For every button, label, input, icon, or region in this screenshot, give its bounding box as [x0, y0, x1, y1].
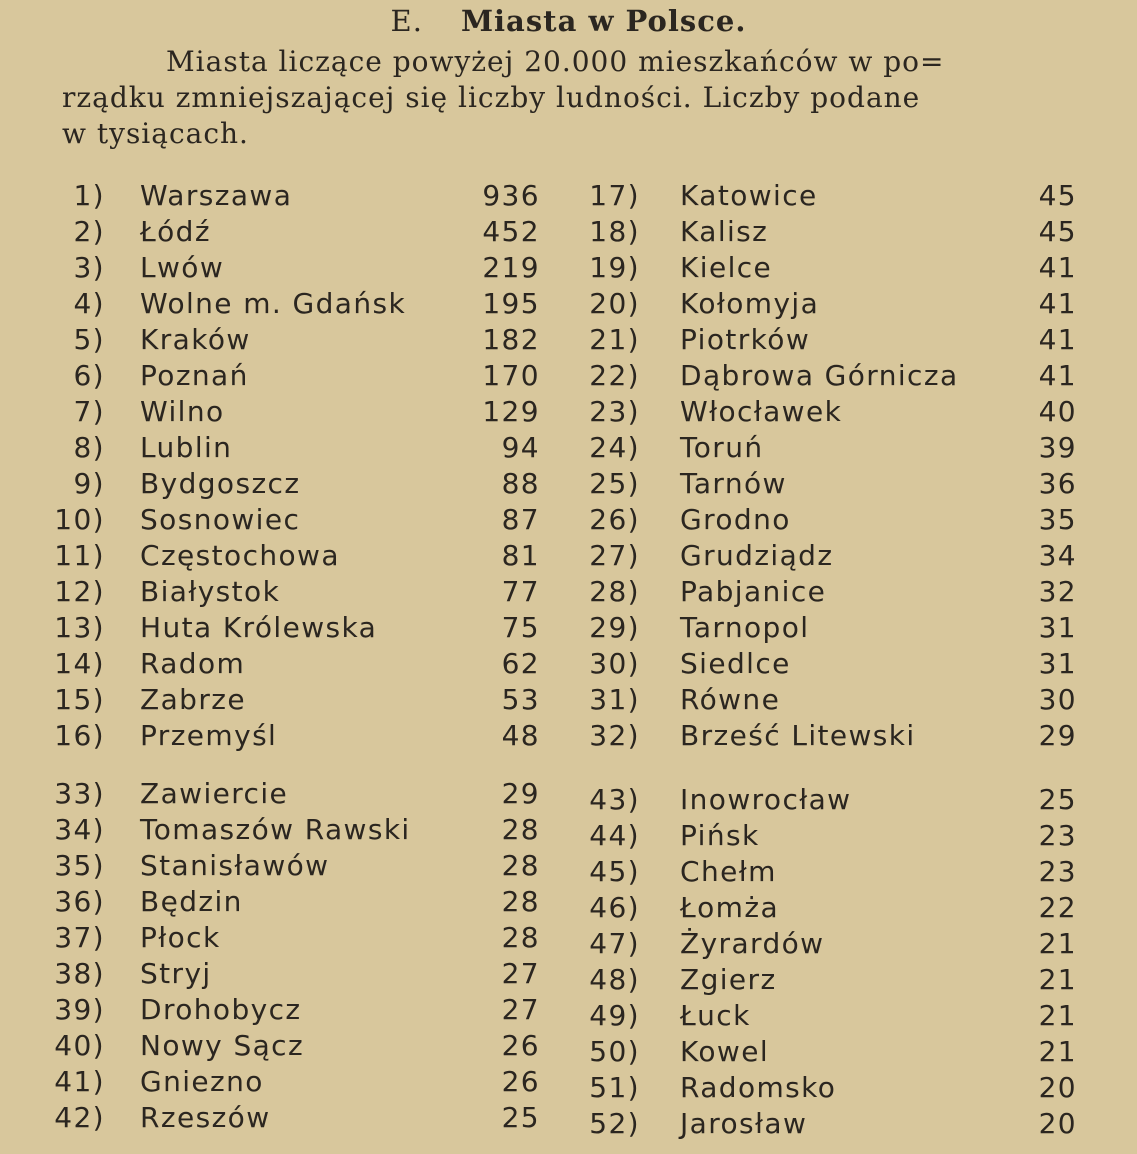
- rank: 42): [54, 1101, 105, 1134]
- rank: 40): [54, 1029, 105, 1062]
- city-row: [0, 286, 1137, 322]
- city-name: Kowel: [680, 1035, 770, 1068]
- rank: 22): [589, 359, 640, 392]
- population: 23: [1038, 819, 1077, 852]
- rank: 10): [54, 503, 105, 536]
- rank: 12): [54, 575, 105, 608]
- city-row: [0, 718, 1137, 754]
- city-name: Jarosław: [680, 1107, 808, 1140]
- population: 41: [1038, 323, 1077, 356]
- city-name: Płock: [140, 921, 221, 954]
- rank: 17): [589, 179, 640, 212]
- city-name: Wilno: [140, 395, 225, 428]
- rank: 19): [589, 251, 640, 284]
- rank: 7): [73, 395, 105, 428]
- city-name: Kołomyja: [680, 287, 820, 320]
- rank: 18): [589, 215, 640, 248]
- population: 30: [1038, 683, 1077, 716]
- city-row: [0, 926, 1137, 962]
- population: 170: [482, 359, 540, 392]
- rank: 45): [589, 855, 640, 888]
- city-name: Stryj: [140, 957, 212, 990]
- rank: 4): [73, 287, 105, 320]
- population: 36: [1038, 467, 1077, 500]
- intro-line: Miasta liczące powyżej 20.000 mieszkańców w po=: [166, 45, 945, 78]
- rank: 49): [589, 999, 640, 1032]
- rank: 25): [589, 467, 640, 500]
- population: 39: [1038, 431, 1077, 464]
- population: 81: [501, 539, 540, 572]
- city-name: Będzin: [140, 885, 243, 918]
- population: 87: [501, 503, 540, 536]
- city-name: Inowrocław: [680, 783, 852, 816]
- population: 452: [482, 215, 540, 248]
- city-row: [0, 502, 1137, 538]
- rank: 20): [589, 287, 640, 320]
- rank: 48): [589, 963, 640, 996]
- city-name: Katowice: [680, 179, 818, 212]
- rank: 43): [589, 783, 640, 816]
- rank: 34): [54, 813, 105, 846]
- city-row: [0, 818, 1137, 854]
- rank: 41): [54, 1065, 105, 1098]
- rank: 39): [54, 993, 105, 1026]
- city-name: Nowy Sącz: [140, 1029, 305, 1062]
- city-name: Włocławek: [680, 395, 843, 428]
- city-row: [0, 782, 1137, 818]
- city-name: Zabrze: [140, 683, 246, 716]
- city-row: [0, 962, 1137, 998]
- city-name: Przemyśl: [140, 719, 278, 752]
- population: 26: [501, 1029, 540, 1062]
- population: 25: [1038, 783, 1077, 816]
- population: 41: [1038, 359, 1077, 392]
- intro-paragraph: [62, 44, 1077, 152]
- population: 94: [501, 431, 540, 464]
- city-name: Pińsk: [680, 819, 760, 852]
- intro-line: w tysiącach.: [62, 117, 249, 150]
- city-name: Kalisz: [680, 215, 769, 248]
- city-name: Białystok: [140, 575, 281, 608]
- city-row: [0, 1106, 1137, 1142]
- rank: 28): [589, 575, 640, 608]
- city-name: Lublin: [140, 431, 233, 464]
- population: 21: [1038, 963, 1077, 996]
- population: 45: [1038, 215, 1077, 248]
- city-row: [0, 358, 1137, 394]
- population: 20: [1038, 1107, 1077, 1140]
- section-title-text: Miasta w Polsce.: [460, 4, 747, 38]
- city-row: [0, 1070, 1137, 1106]
- city-name: Tarnopol: [680, 611, 810, 644]
- city-name: Gniezno: [140, 1065, 264, 1098]
- city-name: Siedlce: [680, 647, 791, 680]
- city-name: Chełm: [680, 855, 777, 888]
- city-name: Drohobycz: [140, 993, 302, 1026]
- rank: 46): [589, 891, 640, 924]
- population: 25: [501, 1101, 540, 1134]
- population: 23: [1038, 855, 1077, 888]
- city-row: [0, 854, 1137, 890]
- city-row: [0, 998, 1137, 1034]
- city-row: [0, 250, 1137, 286]
- city-name: Łuck: [680, 999, 751, 1032]
- population: 31: [1038, 611, 1077, 644]
- city-name: Równe: [680, 683, 781, 716]
- rank: 11): [54, 539, 105, 572]
- city-row: [0, 646, 1137, 682]
- city-row: [0, 322, 1137, 358]
- rank: 16): [54, 719, 105, 752]
- city-row: [0, 610, 1137, 646]
- city-name: Huta Królewska: [140, 611, 378, 644]
- population: 40: [1038, 395, 1077, 428]
- population: 26: [501, 1065, 540, 1098]
- rank: 33): [54, 777, 105, 810]
- rank: 37): [54, 921, 105, 954]
- population: 41: [1038, 251, 1077, 284]
- rank: 51): [589, 1071, 640, 1104]
- city-name: Żyrardów: [680, 927, 825, 960]
- population: 27: [501, 993, 540, 1026]
- rank: 36): [54, 885, 105, 918]
- intro-line: rządku zmniejszającej się liczby ludności. Liczby podane: [62, 81, 921, 114]
- population: 28: [501, 885, 540, 918]
- city-name: Brześć Litewski: [680, 719, 916, 752]
- population: 45: [1038, 179, 1077, 212]
- city-name: Tarnów: [680, 467, 787, 500]
- rank: 32): [589, 719, 640, 752]
- population: 182: [482, 323, 540, 356]
- rank: 47): [589, 927, 640, 960]
- city-name: Warszawa: [140, 179, 293, 212]
- city-name: Zawiercie: [140, 777, 289, 810]
- city-name: Wolne m. Gdańsk: [140, 287, 407, 320]
- rank: 30): [589, 647, 640, 680]
- city-name: Radom: [140, 647, 246, 680]
- city-row: [0, 466, 1137, 502]
- city-name: Tomaszów Rawski: [140, 813, 411, 846]
- city-name: Grodno: [680, 503, 791, 536]
- rank: 3): [73, 251, 105, 284]
- city-name: Kraków: [140, 323, 251, 356]
- population: 219: [482, 251, 540, 284]
- rank: 26): [589, 503, 640, 536]
- city-row: [0, 538, 1137, 574]
- city-row: [0, 890, 1137, 926]
- population: 88: [501, 467, 540, 500]
- rank: 50): [589, 1035, 640, 1068]
- rank: 44): [589, 819, 640, 852]
- rank: 29): [589, 611, 640, 644]
- city-row: [0, 430, 1137, 466]
- city-name: Kielce: [680, 251, 773, 284]
- city-name: Dąbrowa Górnicza: [680, 359, 959, 392]
- rank: 13): [54, 611, 105, 644]
- city-row: [0, 214, 1137, 250]
- population: 21: [1038, 999, 1077, 1032]
- rank: 27): [589, 539, 640, 572]
- population: 34: [1038, 539, 1077, 572]
- city-name: Pabjanice: [680, 575, 827, 608]
- population: 29: [501, 777, 540, 810]
- population: 28: [501, 921, 540, 954]
- city-name: Łomża: [680, 891, 779, 924]
- rank: 38): [54, 957, 105, 990]
- population: 77: [501, 575, 540, 608]
- population: 22: [1038, 891, 1077, 924]
- city-name: Zgierz: [680, 963, 777, 996]
- rank: 14): [54, 647, 105, 680]
- population: 62: [501, 647, 540, 680]
- population: 21: [1038, 927, 1077, 960]
- city-name: Toruń: [680, 431, 764, 464]
- rank: 21): [589, 323, 640, 356]
- city-name: Piotrków: [680, 323, 811, 356]
- population: 129: [482, 395, 540, 428]
- rank: 35): [54, 849, 105, 882]
- city-row: [0, 574, 1137, 610]
- population: 41: [1038, 287, 1077, 320]
- population: 35: [1038, 503, 1077, 536]
- rank: 9): [73, 467, 105, 500]
- population: 32: [1038, 575, 1077, 608]
- city-name: Łódź: [140, 215, 211, 248]
- population: 27: [501, 957, 540, 990]
- population: 21: [1038, 1035, 1077, 1068]
- city-row: [0, 394, 1137, 430]
- rank: 52): [589, 1107, 640, 1140]
- section-title: [0, 4, 1137, 38]
- population: 936: [482, 179, 540, 212]
- city-row: [0, 178, 1137, 214]
- city-name: Poznań: [140, 359, 249, 392]
- city-row: [0, 682, 1137, 718]
- population: 28: [501, 849, 540, 882]
- population: 28: [501, 813, 540, 846]
- population: 31: [1038, 647, 1077, 680]
- population: 195: [482, 287, 540, 320]
- city-name: Częstochowa: [140, 539, 340, 572]
- population: 53: [501, 683, 540, 716]
- rank: 24): [589, 431, 640, 464]
- city-name: Bydgoszcz: [140, 467, 301, 500]
- city-row: [0, 1034, 1137, 1070]
- rank: 23): [589, 395, 640, 428]
- rank: 1): [73, 179, 105, 212]
- city-name: Sosnowiec: [140, 503, 301, 536]
- rank: 15): [54, 683, 105, 716]
- section-letter: E.: [390, 4, 423, 38]
- rank: 6): [73, 359, 105, 392]
- rank: 8): [73, 431, 105, 464]
- rank: 31): [589, 683, 640, 716]
- population: 29: [1038, 719, 1077, 752]
- population: 20: [1038, 1071, 1077, 1104]
- population: 48: [501, 719, 540, 752]
- city-name: Stanisławów: [140, 849, 330, 882]
- city-name: Lwów: [140, 251, 225, 284]
- city-name: Rzeszów: [140, 1101, 271, 1134]
- rank: 5): [73, 323, 105, 356]
- city-name: Grudziądz: [680, 539, 834, 572]
- population: 75: [501, 611, 540, 644]
- rank: 2): [73, 215, 105, 248]
- city-name: Radomsko: [680, 1071, 837, 1104]
